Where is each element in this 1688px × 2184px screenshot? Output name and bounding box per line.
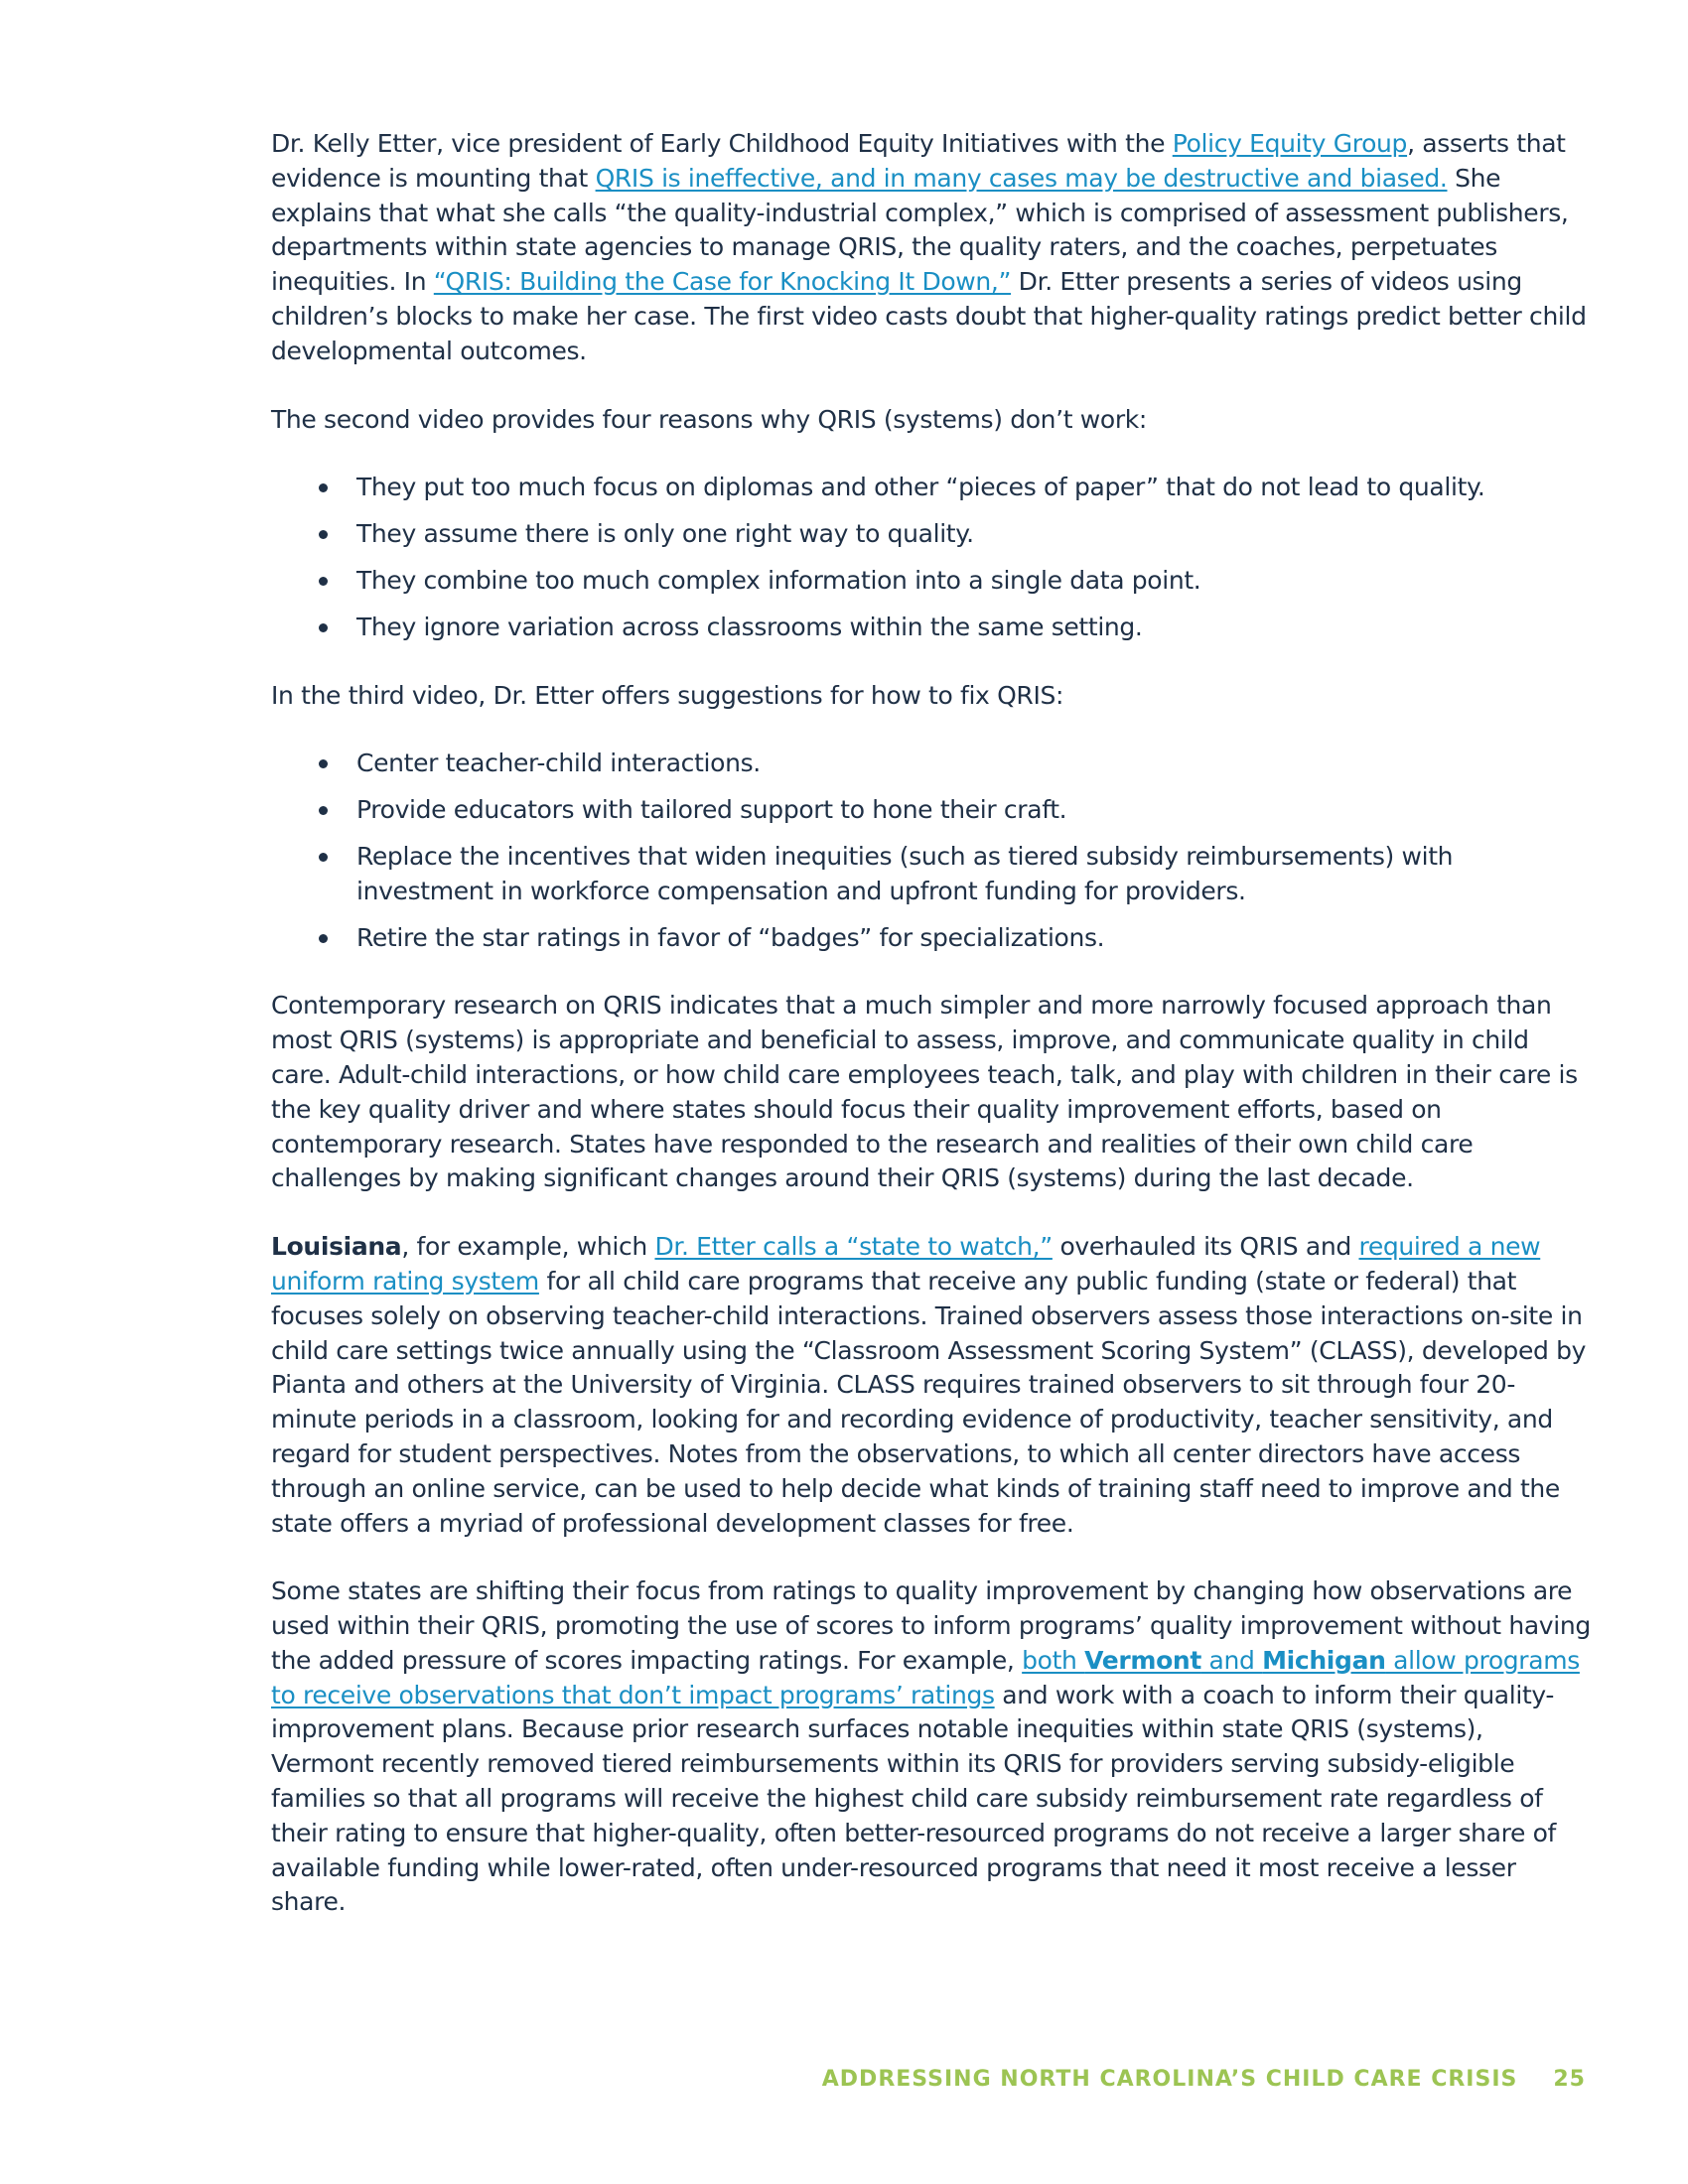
page-number: 25 (1553, 2067, 1586, 2092)
paragraph-louisiana: Louisiana, for example, which Dr. Etter calls a “state to watch,” overhauled its QRIS and required a new uniform rating system for all child care programs that receive any public funding (state or federal) that focuses solely on observing teacher-child interactions. Trained observers assess those interactions on-site in child care settings twice annually using the “Classroom Assessment Scoring System” (CLASS), developed by Pianta and others at the University of Virginia. CLASS requires trained observers to sit through four 20-minute periods in a classroom, looking for and recording evidence of productivity, teacher sensitivity, and regard for student perspectives. Notes from the observations, to which all center directors have access through an online service, can be used to help decide what kinds of training staff need to improve and the state offers a myriad of professional development classes for free. (271, 1232, 1587, 1538)
list-item: They put too much focus on diplomas and other “pieces of paper” that do not lead to quality. (319, 471, 1592, 505)
footer-title: ADDRESSING NORTH CAROLINA’S CHILD CARE CRISIS (821, 2067, 1518, 2092)
link-policy-equity-group[interactable]: Policy Equity Group (1172, 129, 1408, 158)
louisiana-bold: Louisiana (271, 1232, 402, 1262)
list-item: They combine too much complex information into a single data point. (319, 564, 1592, 599)
body-text (271, 127, 1592, 1954)
paragraph-states-shifting: Some states are shifting their focus from ratings to quality improvement by changing how observations are used within their QRIS, promoting the use of scores to inform programs’ quality improvement without having the added pressure of scores impacting ratings. For example, both Vermont and Michigan allow programs to receive observations that don’t impact programs’ ratings and work with a coach to inform their quality-improvement plans. Because prior research surfaces notable inequities within state QRIS (systems), Vermont recently removed tiered reimbursements within its QRIS for providers serving subsidy-eligible families so that all programs will receive the highest child care subsidy reimbursement rate regardless of their rating to ensure that higher-quality, often better-resourced programs do not receive a larger share of available funding while lower-rated, often under-resourced programs that need it most receive a lesser share. (271, 1576, 1591, 1917)
page-footer (822, 2067, 1586, 2092)
list-item: Replace the incentives that widen inequities (such as tiered subsidy reimbursements) with investment in workforce compensation and upfront funding for providers. (319, 840, 1592, 909)
paragraph-contemporary-research: Contemporary research on QRIS indicates that a much simpler and more narrowly focused approach than most QRIS (systems) is appropriate and beneficial to assess, improve, and communicate quality in child care. Adult-child interactions, or how child care employees teach, talk, and play with children in their care is the key quality driver and where states should focus their quality improvement efforts, based on contemporary research. States have responded to the research and realities of their own child care challenges by making significant changes around their QRIS (systems) during the last decade. (271, 991, 1578, 1193)
link-uniform-rating-system[interactable]: required a new uniform rating system (271, 1232, 1541, 1296)
list-item: They ignore variation across classrooms within the same setting. (319, 611, 1592, 645)
link-qris-ineffective[interactable]: QRIS is ineffective, and in many cases may be destructive and biased. (595, 163, 1448, 193)
list-item: Retire the star ratings in favor of “badges” for specializations. (319, 921, 1592, 956)
list-reasons (271, 471, 1592, 644)
link-qris-knocking-it-down[interactable]: “QRIS: Building the Case for Knocking It Down,” (433, 267, 1012, 297)
link-state-to-watch[interactable]: Dr. Etter calls a “state to watch,” (654, 1232, 1053, 1262)
list-item: They assume there is only one right way to quality. (319, 517, 1592, 552)
list-suggestions (271, 747, 1592, 955)
link-vermont-michigan[interactable]: both Vermont and Michigan allow programs to receive observations that don’t impact programs’ ratings (271, 1645, 1580, 1709)
paragraph-third-video: In the third video, Dr. Etter offers suggestions for how to fix QRIS: (271, 680, 1064, 710)
list-item: Center teacher-child interactions. (319, 747, 1592, 781)
paragraph-etter-intro: Dr. Kelly Etter, vice president of Early Childhood Equity Initiatives with the Policy Equity Group, asserts that evidence is mounting that QRIS is ineffective, and in many cases may be destructive and biased. She explains that what she calls “the quality-industrial complex,” which is comprised of assessment publishers, departments within state agencies to manage QRIS, the quality raters, and the coaches, perpetuates inequities. In “QRIS: Building the Case for Knocking It Down,” Dr. Etter presents a series of videos using children’s blocks to make her case. The first video casts doubt that higher-quality ratings predict better child developmental outcomes. (271, 129, 1587, 365)
list-item: Provide educators with tailored support to hone their craft. (319, 793, 1592, 828)
paragraph-second-video: The second video provides four reasons why QRIS (systems) don’t work: (271, 404, 1147, 434)
